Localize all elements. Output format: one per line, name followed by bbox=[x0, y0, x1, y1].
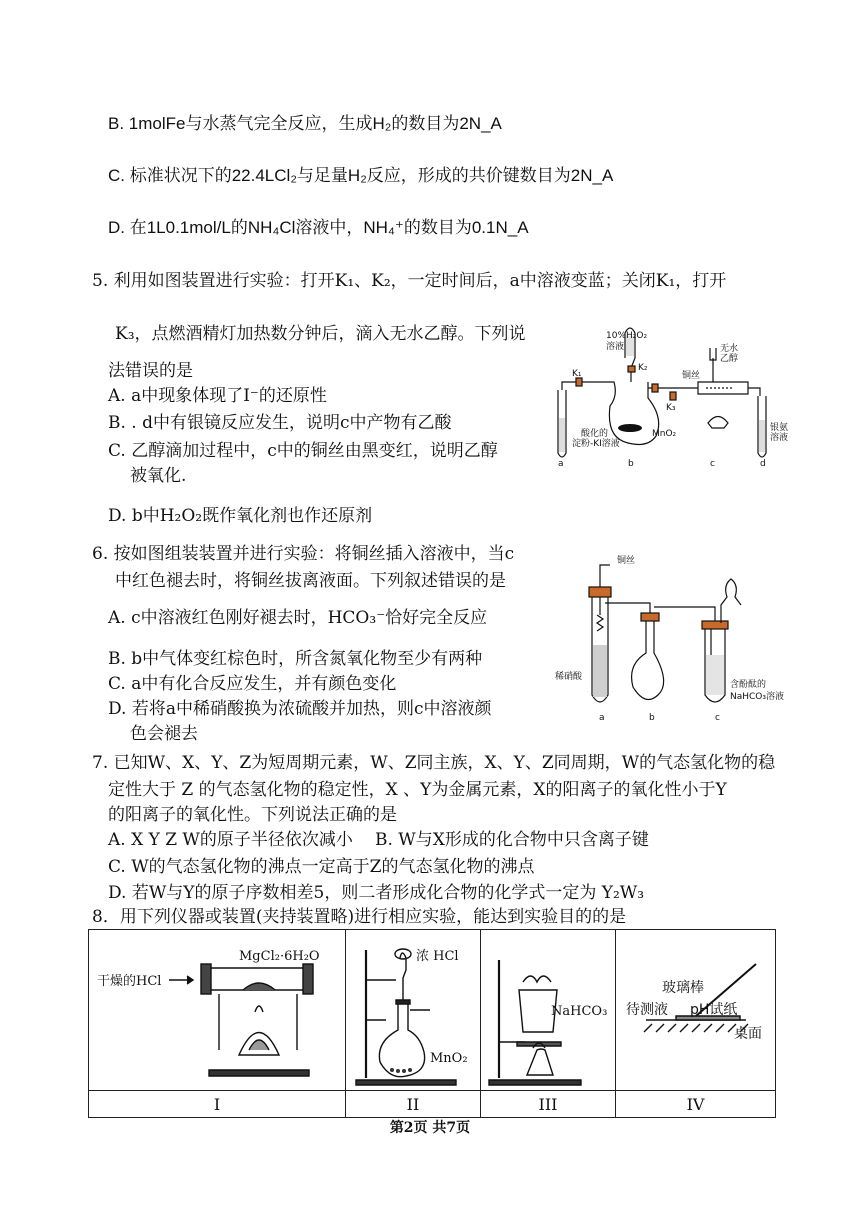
svg-text:含酚酞的: 含酚酞的 bbox=[730, 680, 767, 690]
q8-iv-rod-label: 玻璃棒 bbox=[662, 980, 704, 996]
q6-option-b: B. b中气体变红棕色时，所含氮氧化物至少有两种 bbox=[108, 649, 483, 669]
q5-apparatus-figure bbox=[548, 318, 789, 470]
q6-stem-line2: 中红色褪去时，将铜丝拔离液面。下列叙述错误的是 bbox=[115, 571, 506, 591]
q8-ii-hcl-label: 浓 HCl bbox=[416, 949, 459, 964]
q8-i-hcl-label: 干燥的HCl bbox=[97, 974, 162, 989]
q5-option-c-cont: 被氧化. bbox=[130, 466, 187, 486]
page-footer: 第2页 共7页 bbox=[389, 1120, 471, 1136]
svg-text:b: b bbox=[628, 459, 634, 469]
q8-iv-sample-label: 待测液 bbox=[626, 1002, 668, 1018]
svg-text:a: a bbox=[599, 713, 605, 723]
svg-text:NaHCO₃溶液: NaHCO₃溶液 bbox=[730, 692, 784, 702]
q7-stem-line3: 的阳离子的氧化性。下列说法正确的是 bbox=[108, 805, 397, 825]
q8-iii-nahco3-label: NaHCO₃ bbox=[551, 1004, 608, 1019]
q5-option-c: C. 乙醇滴加过程中，c中的铜丝由黑变红，说明乙醇 bbox=[108, 441, 498, 461]
svg-text:溶液: 溶液 bbox=[770, 433, 789, 443]
svg-text:K₁: K₁ bbox=[572, 369, 582, 379]
q8-figure-i bbox=[89, 930, 345, 1090]
q7-stem-line1: 7. 已知W、X、Y、Z为短周期元素，W、Z同主族，X、Y、Z同周期，W的气态氢化物的稳 bbox=[92, 753, 776, 773]
q8-cell-iii bbox=[481, 930, 616, 1091]
q6-option-d-cont: 色会褪去 bbox=[130, 724, 198, 744]
q8-figure-iv bbox=[616, 930, 775, 1090]
q8-cell-i bbox=[89, 930, 346, 1091]
q4-option-c: C. 标准状况下的22.4LCl₂与足量H₂反应，形成的共价键数目为2N_A bbox=[108, 166, 614, 185]
q6-apparatus-figure bbox=[555, 545, 785, 725]
svg-text:银氨: 银氨 bbox=[770, 423, 789, 433]
q8-iv-paper-label: pH试纸 bbox=[690, 1002, 738, 1018]
svg-text:铜丝: 铜丝 bbox=[617, 556, 636, 566]
q7-option-c: C. W的气态氢化物的沸点一定高于Z的气态氢化物的沸点 bbox=[108, 857, 535, 877]
q6-option-c: C. a中有化合反应发生，并有颜色变化 bbox=[108, 674, 397, 694]
q8-apparatus-table bbox=[88, 929, 776, 1118]
q5-stem-line3: 法错误的是 bbox=[108, 361, 193, 381]
svg-text:乙醇: 乙醇 bbox=[720, 354, 739, 364]
q5-stem-line2: K₃，点燃酒精灯加热数分钟后，滴入无水乙醇。下列说 bbox=[115, 324, 526, 344]
q7-stem-line2: 定性大于 Z 的气态氢化物的稳定性，X 、Y为金属元素，X的阳离子的氧化性小于Y bbox=[108, 780, 727, 800]
q8-iv-desk-label: 桌面 bbox=[734, 1026, 762, 1042]
q7-option-b: B. W与X形成的化合物中只含离子键 bbox=[375, 830, 649, 850]
q8-cell-iv bbox=[616, 930, 776, 1091]
svg-text:MnO₂: MnO₂ bbox=[652, 429, 677, 439]
q8-label-i: I bbox=[89, 1091, 346, 1118]
svg-text:b: b bbox=[649, 713, 655, 723]
svg-text:酸化的: 酸化的 bbox=[581, 429, 609, 439]
q8-stem: 8．用下列仪器或装置(夹持装置略)进行相应实验，能达到实验目的的是 bbox=[92, 907, 627, 927]
svg-text:溶液: 溶液 bbox=[606, 342, 625, 352]
q8-label-iv: IV bbox=[616, 1091, 776, 1118]
q8-label-iii: III bbox=[481, 1091, 616, 1118]
q8-figure-ii bbox=[346, 930, 480, 1090]
svg-text:淀粉-KI溶液: 淀粉-KI溶液 bbox=[572, 439, 620, 449]
q4-option-d: D. 在1L0.1mol/L的NH₄Cl溶液中，NH₄⁺的数目为0.1N_A bbox=[108, 218, 529, 237]
q5-option-d: D. b中H₂O₂既作氧化剂也作还原剂 bbox=[108, 506, 373, 526]
svg-text:铜丝: 铜丝 bbox=[682, 371, 701, 381]
svg-text:无水: 无水 bbox=[720, 344, 739, 354]
svg-text:a: a bbox=[558, 459, 564, 469]
q8-i-mgcl-label: MgCl₂·6H₂O bbox=[239, 949, 320, 964]
q4-option-b: B. 1molFe与水蒸气完全反应，生成H₂的数目为2N_A bbox=[108, 114, 502, 133]
q6-option-d: D. 若将a中稀硝酸换为浓硫酸并加热，则c中溶液颜 bbox=[108, 699, 492, 719]
q5-option-a: A. a中现象体现了I⁻的还原性 bbox=[108, 386, 327, 406]
svg-text:c: c bbox=[710, 459, 715, 469]
svg-text:K₂: K₂ bbox=[638, 363, 648, 373]
q6-stem-line1: 6. 按如图组装装置并进行实验：将铜丝插入溶液中，当c bbox=[92, 544, 515, 564]
svg-text:稀硝酸: 稀硝酸 bbox=[555, 672, 583, 682]
q6-option-a: A. c中溶液红色刚好褪去时，HCO₃⁻恰好完全反应 bbox=[108, 608, 488, 628]
svg-text:c: c bbox=[715, 713, 720, 723]
q8-label-ii: II bbox=[346, 1091, 481, 1118]
svg-text:d: d bbox=[760, 459, 766, 469]
q8-ii-mno2-label: MnO₂ bbox=[430, 1051, 468, 1066]
q5-option-b: B. . d中有银镜反应发生，说明c中产物有乙酸 bbox=[108, 413, 452, 433]
svg-text:K₃: K₃ bbox=[666, 403, 676, 413]
q7-option-d: D. 若W与Y的原子序数相差5，则二者形成化合物的化学式一定为 Y₂W₃ bbox=[108, 883, 645, 903]
svg-text:10%H₂O₂: 10%H₂O₂ bbox=[606, 331, 648, 341]
q5-stem-line1: 5. 利用如图装置进行实验：打开K₁、K₂，一定时间后，a中溶液变蓝；关闭K₁，打开 bbox=[92, 271, 727, 291]
q8-cell-ii bbox=[346, 930, 481, 1091]
q7-option-a: A. X Y Z W的原子半径依次减小 bbox=[108, 830, 353, 850]
q8-figure-iii bbox=[481, 930, 615, 1090]
